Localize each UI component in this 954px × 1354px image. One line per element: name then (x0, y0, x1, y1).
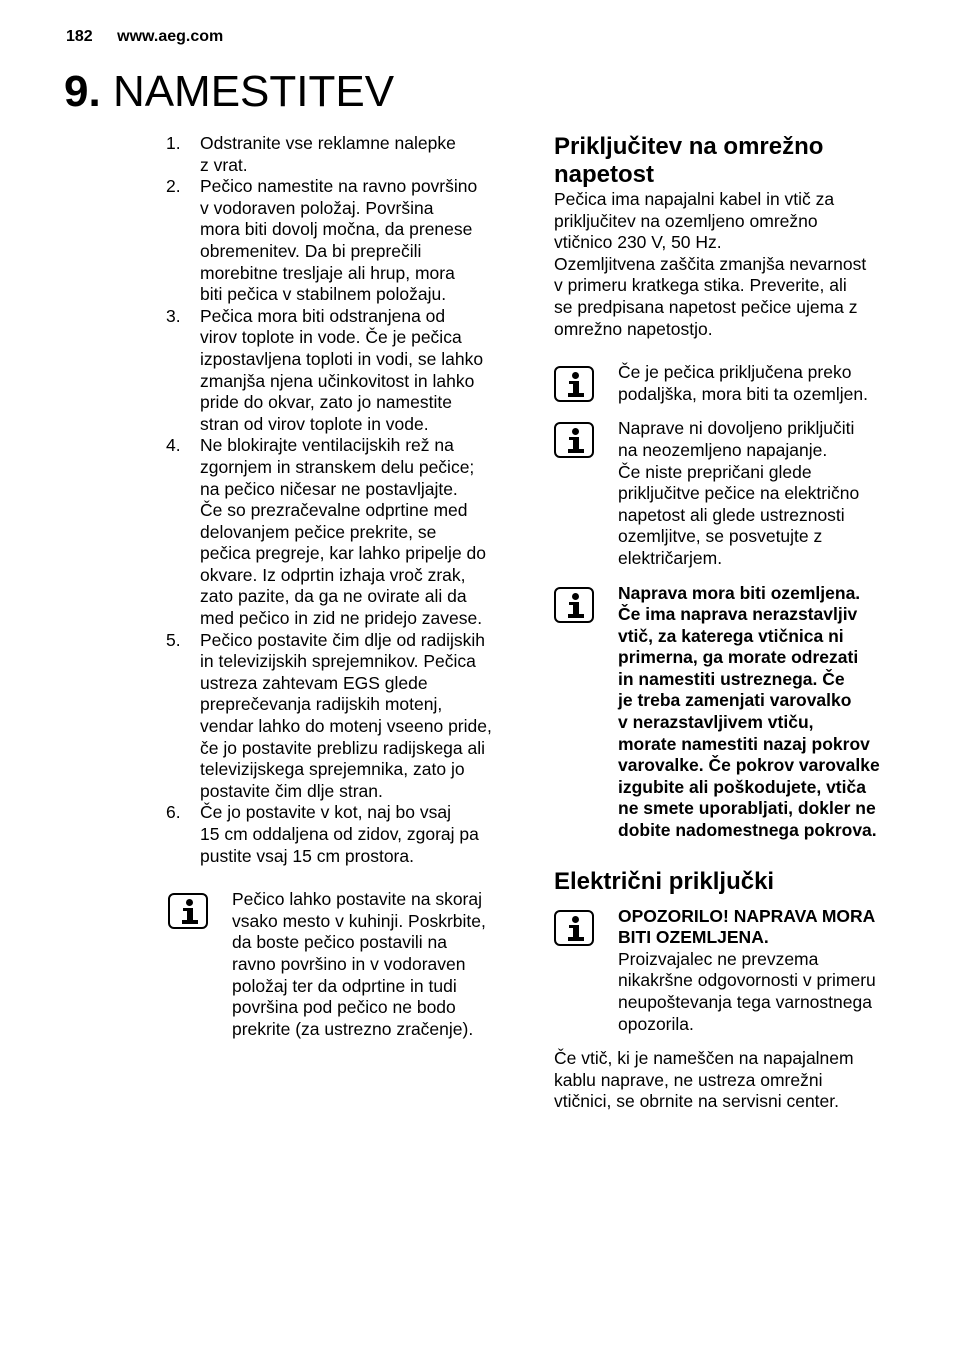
warning-title: OPOZORILO! NAPRAVA MORA BITI OZEMLJENA. (618, 905, 876, 948)
paragraph: Če vtič, ki je nameščen na napajalnem kablu naprave, ne ustreza omrežni vtičnici, se obrnite na servisni center. (554, 1048, 854, 1112)
step-text: Ne blokirajte ventilacijskih rež na zgornjem in stranskem delu pečice; na pečico ničesar ne postavljajte. Če so prezračevalne odprtine med delovanjem pečice prekrite, se pečica pregreje, kar lahko pripelje do okvare. Iz odprtin izhaja vroč zrak, zato pazite, da ga ne ovirate ali da med pečico in zid ne pridejo zavese. (200, 435, 486, 629)
info-note (554, 418, 924, 569)
info-note (166, 889, 526, 1040)
list-item (166, 176, 526, 306)
step-text: Odstranite vse reklamne nalepke z vrat. (200, 133, 456, 175)
step-number: 5. (166, 629, 181, 650)
note-text: Naprava mora biti ozemljena. Če ima naprava nerazstavljiv vtič, za katerega vtičnica ni primerna, ga morate odrezati in namestiti ustreznega. Če je treba zamenjati varovalko v nerazstavljivem vtiču, morate namestiti nazaj pokrov varovalke. Če pokrov varovalke izgubite ali poškodujete, vtiča ne smete uporabljati, dokler ne dobite nadomestnega pokrova. (618, 582, 880, 841)
note-text: Če je pečica priključena preko podaljška, mora biti ta ozemljen. (618, 362, 868, 404)
paragraph: Ozemljitvena zaščita zmanjša nevarnost v primeru kratkega stika. Preverite, ali se predpisana napetost pečice ujema z omrežno napetostjo. (554, 253, 867, 339)
step-number: 4. (166, 435, 181, 456)
warning-body (618, 906, 876, 1036)
list-item (166, 133, 526, 176)
chapter-title: NAMESTITEV (112, 67, 395, 116)
step-text: Pečico namestite na ravno površino v vodoraven položaj. Površina mora biti dovolj močna, da prenese obremenitev. Da bi preprečili morebitne tresljaje ali hrup, mora biti pečica v stabilnem položaju. (200, 176, 478, 305)
info-icon (554, 910, 594, 946)
chapter-heading (64, 66, 394, 118)
info-note (554, 362, 924, 405)
list-item (166, 802, 526, 867)
section-title: Električni priključki (554, 867, 775, 895)
warning-note (554, 906, 924, 1036)
installation-steps (166, 133, 526, 867)
list-item (166, 306, 526, 436)
page-header (66, 28, 243, 46)
list-item (166, 435, 526, 629)
step-text: Pečica mora biti odstranjena od virov toplote in vode. Če je pečica izpostavljena toploti in vodi, se lahko zmanjša njena učinkovitost in lahko pride do okvar, zato jo namestite stran od virov toplote in vode. (200, 305, 484, 434)
step-text: Pečico postavite čim dlje od radijskih in televizijskih sprejemnikov. Pečica ustreza zahtevam EGS glede preprečevanja radijskih motenj, vendar lahko do motenj vseeno pride, če jo postavite preblizu radijskega ali televizijskega sprejemnika, zato jo postavite čim dlje stran. (200, 629, 492, 801)
step-number: 3. (166, 305, 181, 326)
paragraph: Pečica ima napajalni kabel in vtič za priključitev na ozemljeno omrežno vtičnico 230 V, 50 Hz. (554, 189, 835, 253)
right-column (554, 133, 924, 1113)
warning-text: Proizvajalec ne prevzema nikakršne odgovornosti v primeru neupoštevanja tega varnostnega opozorila. (618, 948, 876, 1034)
list-item (166, 630, 526, 803)
step-text: Če jo postavite v kot, naj bo vsaj 15 cm oddaljena od zidov, zgoraj pa pustite vsaj 15 cm prostora. (200, 802, 479, 866)
note-text: Naprave ni dovoljeno priključiti na neozemljeno napajanje. Če niste prepričani glede priključitve pečice na električno napetost ali glede ustreznosti ozemljitve, se posvetujte z električarjem. (618, 418, 860, 568)
info-icon (554, 422, 594, 458)
info-icon (554, 587, 594, 623)
section-title: Priključitev na omrežno napetost (554, 133, 824, 188)
chapter-number: 9. (64, 67, 101, 116)
page-number: 182 (66, 28, 93, 45)
note-text: Pečico lahko postavite na skoraj vsako mesto v kuhinji. Poskrbite, da boste pečico postavili na ravno površino in v vodoraven položaj ter da odprtine in tudi površina pod pečico ne bodo prekrite (za ustrezno zračenje). (232, 889, 486, 1039)
step-number: 1. (166, 133, 181, 153)
info-note (554, 583, 924, 842)
step-number: 6. (166, 802, 181, 823)
left-column (166, 133, 526, 1040)
website: www.aeg.com (117, 28, 224, 45)
info-icon (168, 893, 208, 929)
step-number: 2. (166, 176, 181, 197)
info-icon (554, 366, 594, 402)
